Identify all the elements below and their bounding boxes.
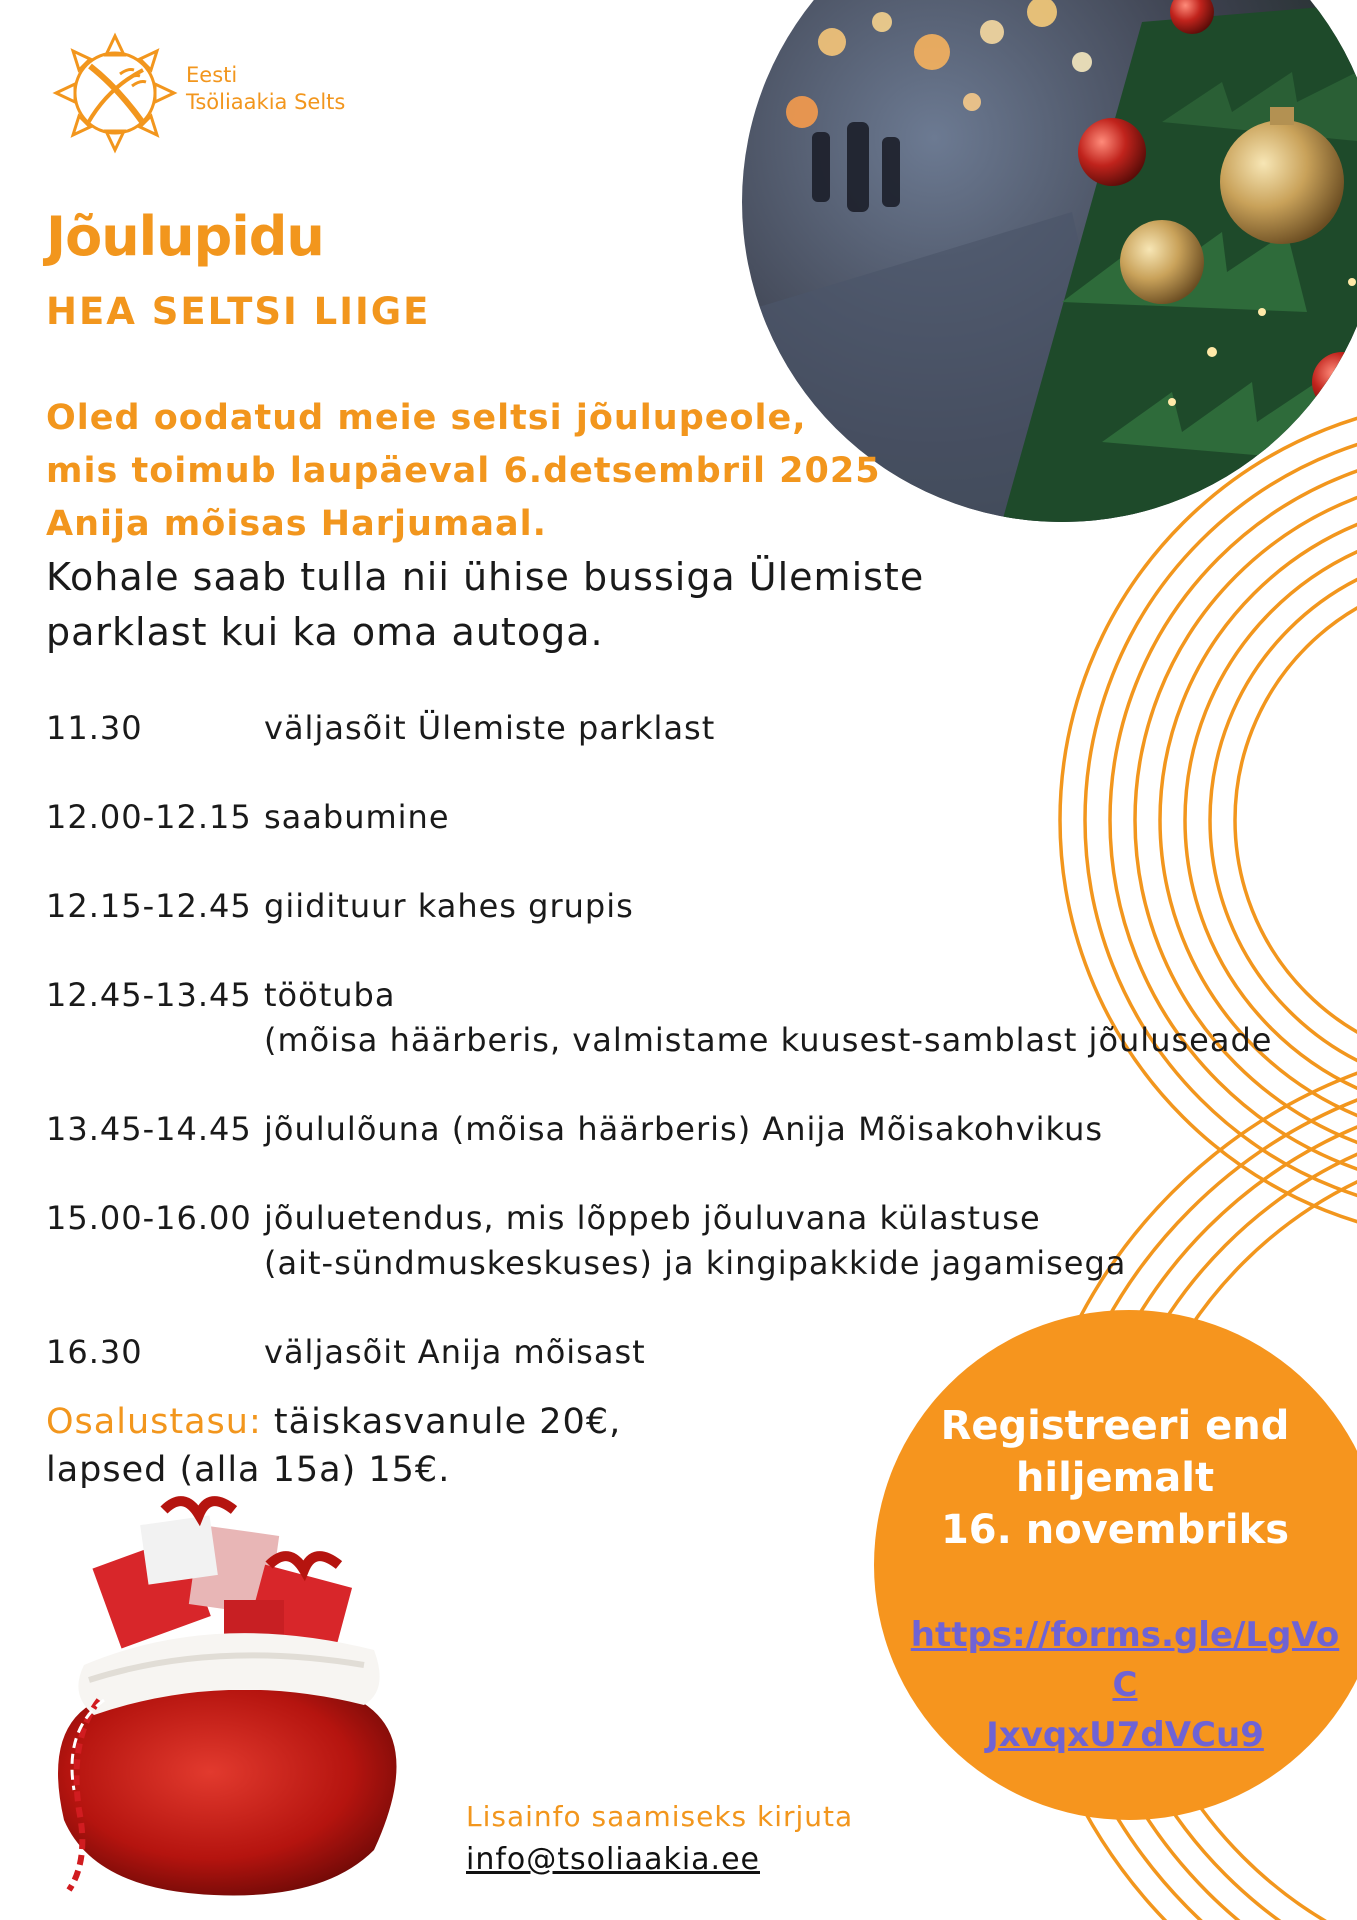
registration-line-2: hiljemalt [1015, 1455, 1215, 1501]
schedule-time: 12.00-12.15 [46, 798, 252, 836]
registration-line-1: Registreeri end [940, 1403, 1290, 1449]
schedule-desc-2: (mõisa häärberis, valmistame kuusest-samblast jõuluseade [264, 1021, 1273, 1059]
logo-text [186, 62, 345, 116]
transport-line-1: Kohale saab tulla nii ühise bussiga Ülemiste [46, 555, 925, 599]
santa-gift-sack-illustration [44, 1490, 409, 1900]
participation-fee [46, 1398, 621, 1494]
schedule-time: 16.30 [46, 1333, 143, 1371]
logo-line-1: Eesti [186, 63, 238, 87]
invitation-text [46, 392, 946, 551]
schedule-desc: jõululõuna (mõisa häärberis) Anija Mõisakohvikus [264, 1110, 1104, 1148]
schedule-desc: väljasõit Anija mõisast [264, 1333, 646, 1371]
schedule-desc: saabumine [264, 798, 450, 836]
transport-line-2: parklast kui ka oma autoga. [46, 610, 604, 654]
greeting: HEA SELTSI LIIGE [46, 290, 431, 333]
fee-adults: täiskasvanule 20€, [273, 1402, 622, 1442]
sun-wheat-logo-icon [48, 28, 183, 158]
schedule-time: 12.45-13.45 [46, 976, 252, 1014]
schedule-desc: giidituur kahes grupis [264, 887, 634, 925]
page-title: Jõulupidu [46, 205, 324, 268]
schedule-desc: töötuba [264, 976, 396, 1014]
schedule-time: 11.30 [46, 709, 143, 747]
invite-line-1: Oled oodatud meie seltsi jõulupeole, [46, 398, 807, 438]
schedule-time: 13.45-14.45 [46, 1110, 252, 1148]
contact-email-link[interactable]: info@tsoliaakia.ee [466, 1842, 760, 1877]
registration-link[interactable] [905, 1610, 1345, 1760]
logo-line-2: Tsöliaakia Selts [186, 90, 346, 114]
registration-link-line-1[interactable]: https://forms.gle/LgVoC [910, 1615, 1340, 1705]
contact-label: Lisainfo saamiseks kirjuta [466, 1800, 854, 1833]
registration-line-3: 16. novembriks [940, 1507, 1290, 1553]
schedule-desc-2: (ait-sündmuskeskuses) ja kingipakkide jagamisega [264, 1244, 1127, 1282]
schedule-time: 12.15-12.45 [46, 887, 252, 925]
registration-link-line-2[interactable]: JxvqxU7dVCu9 [986, 1715, 1264, 1755]
invite-line-3: Anija mõisas Harjumaal. [46, 504, 547, 544]
schedule-desc: väljasõit Ülemiste parklast [264, 709, 716, 747]
schedule-desc: jõuluetendus, mis lõppeb jõuluvana külastuse [264, 1199, 1041, 1237]
transport-info [46, 550, 1026, 660]
registration-text [930, 1400, 1300, 1556]
fee-label: Osalustasu: [46, 1402, 262, 1442]
schedule-time: 15.00-16.00 [46, 1199, 252, 1237]
fee-children: lapsed (alla 15a) 15€. [46, 1450, 451, 1490]
invite-line-2: mis toimub laupäeval 6.detsembril 2025 [46, 451, 881, 491]
